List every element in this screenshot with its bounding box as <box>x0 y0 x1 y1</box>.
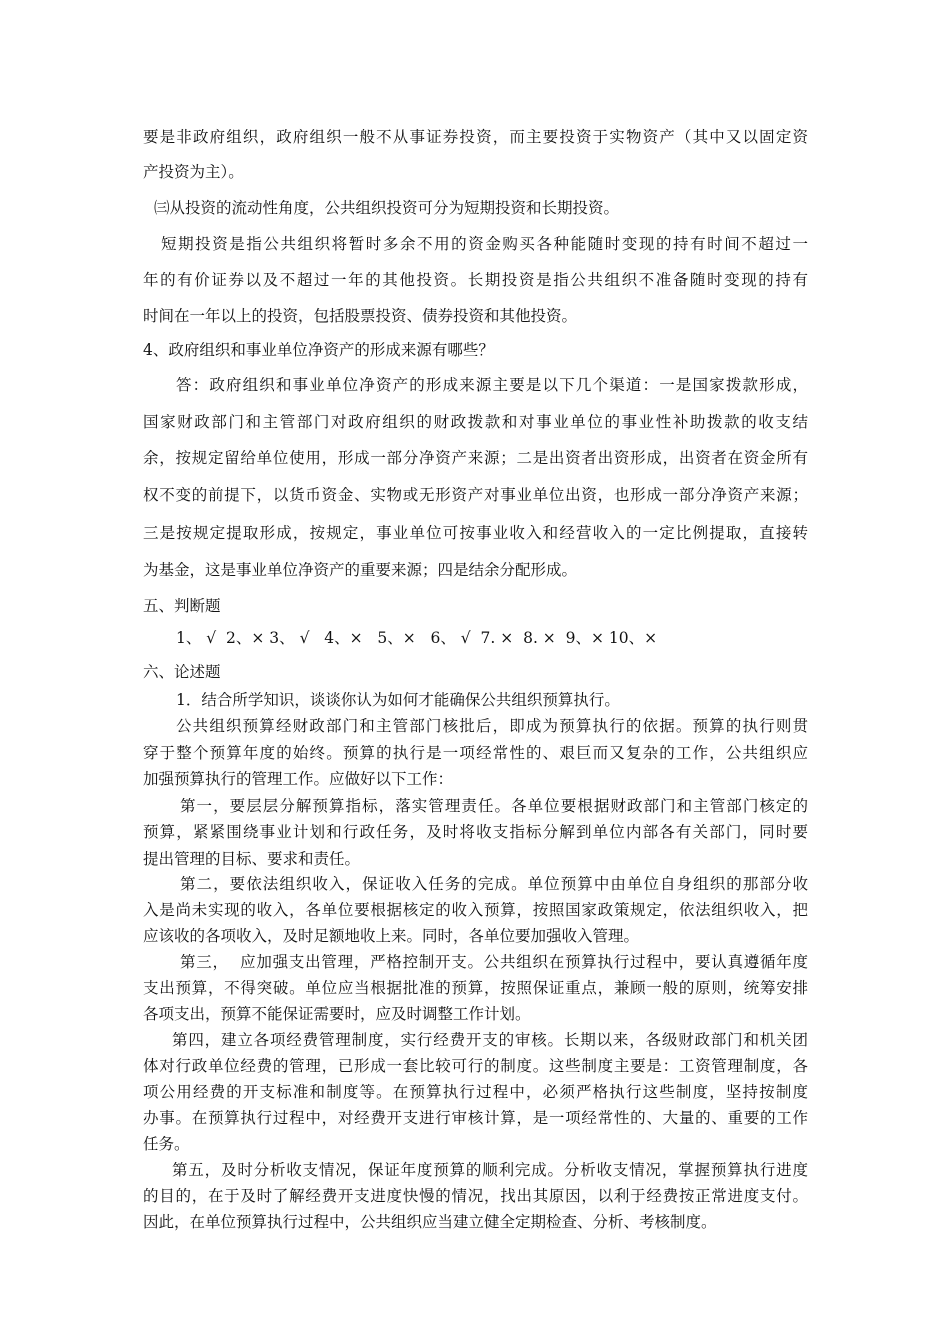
text-line: 提出管理的目标、要求和责任。 <box>143 850 361 868</box>
text-line: 年的有价证券以及不超过一年的其他投资。长期投资是指公共组织不准备随时变现的持有 <box>143 271 808 289</box>
text-line: 任务。 <box>143 1135 190 1153</box>
text-line: 第一，要层层分解预算指标，落实管理责任。各单位要根据财政部门和主管部门核定的 <box>180 797 808 815</box>
text-line: 第三， 应加强支出管理，严格控制开支。公共组织在预算执行过程中，要认真遵循年度 <box>180 953 808 971</box>
section-heading: 六、论述题 <box>143 663 221 681</box>
text-line: 预算，紧紧围绕事业计划和行政任务，及时将收支指标分解到单位内部各有关部门，同时要 <box>143 823 808 841</box>
text-line: 第四，建立各项经费管理制度，实行经费开支的审核。长期以来，各级财政部门和机关团 <box>172 1031 808 1049</box>
text-line: 支出预算，不得突破。单位应当根据批准的预算，按照保证重点，兼顾一般的原则，统筹安排 <box>143 979 808 997</box>
text-line: 因此，在单位预算执行过程中，公共组织应当建立健全定期检查、分析、考核制度。 <box>143 1213 717 1231</box>
text-line: 余，按规定留给单位使用，形成一部分净资产来源；二是出资者出资形成，出资者在资金所有 <box>143 449 808 467</box>
text-line: 公共组织预算经财政部门和主管部门核批后，即成为预算执行的依据。预算的执行则贯 <box>176 717 808 735</box>
text-line: ㈢从投资的流动性角度，公共组织投资可分为短期投资和长期投资。 <box>154 199 620 217</box>
text-line: 加强预算执行的管理工作。应做好以下工作： <box>143 770 454 788</box>
question-heading: 4、政府组织和事业单位净资产的形成来源有哪些？ <box>143 341 494 359</box>
text-line: 的目的，在于及时了解经费开支进度快慢的情况，找出其原因，以利于经费按正常进度支付。 <box>143 1187 808 1205</box>
text-line: 答：政府组织和事业单位净资产的形成来源主要是以下几个渠道：一是国家拨款形成， <box>176 376 808 394</box>
text-line: 三是按规定提取形成，按规定，事业单位可按事业收入和经营收入的一定比例提取，直接转 <box>143 524 808 542</box>
text-line: 入是尚未实现的收入，各单位要根据核定的收入预算，按照国家政策规定，依法组织收入，把 <box>143 901 808 919</box>
text-line: 国家财政部门和主管部门对政府组织的财政拨款和对事业单位的事业性补助拨款的收支结 <box>143 413 808 431</box>
text-line: 要是非政府组织，政府组织一般不从事证券投资，而主要投资于实物资产（其中又以固定资 <box>143 128 808 146</box>
text-line: 为基金，这是事业单位净资产的重要来源；四是结余分配形成。 <box>143 561 578 579</box>
text-line: 第五，及时分析收支情况，保证年度预算的顺利完成。分析收支情况，掌握预算执行进度 <box>172 1161 808 1179</box>
answer-key: 1、 √ 2、× 3、 √ 4、× 5、× 6、 √ 7. × 8. × 9、× 10、× <box>176 629 658 647</box>
text-line: 体对行政单位经费的管理，已形成一套比较可行的制度。这些制度主要是：工资管理制度，各 <box>143 1057 808 1075</box>
text-line: 权不变的前提下，以货币资金、实物或无形资产对事业单位出资，也形成一部分净资产来源； <box>143 486 808 504</box>
section-heading: 五、判断题 <box>143 597 221 615</box>
text-line: 短期投资是指公共组织将暂时多余不用的资金购买各种能随时变现的持有时间不超过一 <box>161 235 808 253</box>
question-heading: 1．结合所学知识，谈谈你认为如何才能确保公共组织预算执行。 <box>176 691 620 709</box>
text-line: 办事。在预算执行过程中，对经费开支进行审核计算，是一项经常性的、大量的、重要的工作 <box>143 1109 808 1127</box>
text-line: 项公用经费的开支标准和制度等。在预算执行过程中，必须严格执行这些制度，坚持按制度 <box>143 1083 808 1101</box>
text-line: 时间在一年以上的投资，包括股票投资、债券投资和其他投资。 <box>143 307 578 325</box>
text-line: 产投资为主）。 <box>143 163 244 181</box>
text-line: 第二，要依法组织收入，保证收入任务的完成。单位预算中由单位自身组织的那部分收 <box>180 875 808 893</box>
text-line: 应该收的各项收入，及时足额地收上来。同时，各单位要加强收入管理。 <box>143 927 640 945</box>
text-line: 各项支出，预算不能保证需要时，应及时调整工作计划。 <box>143 1005 531 1023</box>
text-line: 穿于整个预算年度的始终。预算的执行是一项经常性的、艰巨而又复杂的工作，公共组织应 <box>143 744 808 762</box>
